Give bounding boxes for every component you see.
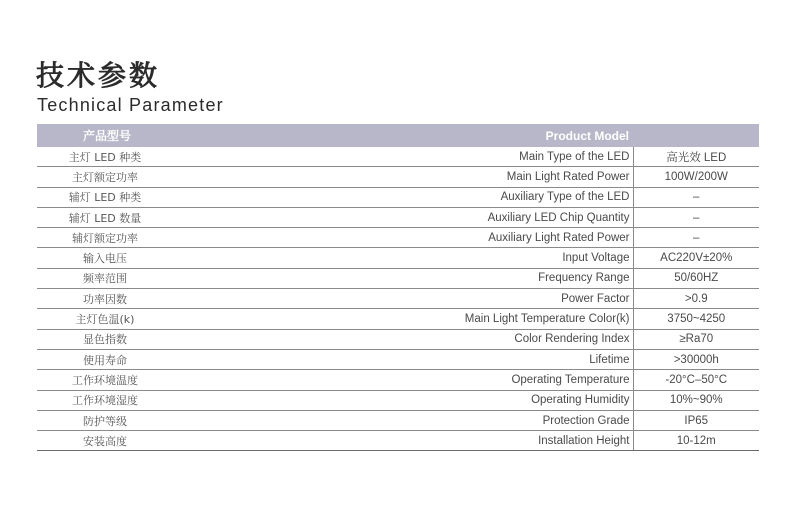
row-label-cn: 输入电压 xyxy=(37,248,173,268)
table-row xyxy=(37,309,759,329)
row-value: AC220V±20% xyxy=(633,248,759,268)
row-label-cn: 辅灯 LED 数量 xyxy=(37,207,173,227)
row-label-cn: 辅灯 LED 种类 xyxy=(37,187,173,207)
row-label-en: Installation Height xyxy=(173,431,633,451)
row-value: IP65 xyxy=(633,410,759,430)
row-label-en: Main Light Temperature Color(k) xyxy=(173,309,633,329)
header-value xyxy=(633,124,759,147)
row-label-en: Lifetime xyxy=(173,349,633,369)
row-label-en: Auxiliary LED Chip Quantity xyxy=(173,207,633,227)
table-row xyxy=(37,187,759,207)
row-value: >30000h xyxy=(633,349,759,369)
row-label-en: Main Type of the LED xyxy=(173,147,633,167)
table-row xyxy=(37,390,759,410)
row-value: -20°C–50°C xyxy=(633,370,759,390)
row-label-cn: 主灯 LED 种类 xyxy=(37,147,173,167)
row-label-en: Frequency Range xyxy=(173,268,633,288)
row-label-cn: 工作环境温度 xyxy=(37,370,173,390)
row-label-en: Auxiliary Type of the LED xyxy=(173,187,633,207)
header-cn: 产品型号 xyxy=(37,124,173,147)
table-row xyxy=(37,248,759,268)
row-label-en: Protection Grade xyxy=(173,410,633,430)
row-value: 3750~4250 xyxy=(633,309,759,329)
table-row xyxy=(37,349,759,369)
row-value: >0.9 xyxy=(633,289,759,309)
table-row xyxy=(37,431,759,451)
row-value: 高光效 LED xyxy=(633,147,759,167)
table-row xyxy=(37,167,759,187)
table-row xyxy=(37,147,759,167)
table-row xyxy=(37,268,759,288)
row-label-cn: 功率因数 xyxy=(37,289,173,309)
row-label-en: Main Light Rated Power xyxy=(173,167,633,187)
row-value: 10%~90% xyxy=(633,390,759,410)
table-row xyxy=(37,289,759,309)
page-title-english: Technical Parameter xyxy=(37,95,224,115)
row-label-en: Color Rendering Index xyxy=(173,329,633,349)
row-label-cn: 主灯额定功率 xyxy=(37,167,173,187)
table-row xyxy=(37,410,759,430)
row-label-cn: 防护等级 xyxy=(37,410,173,430)
row-label-en: Input Voltage xyxy=(173,248,633,268)
row-value: 100W/200W xyxy=(633,167,759,187)
table-row xyxy=(37,207,759,227)
technical-parameter-table xyxy=(37,124,759,451)
row-value: – xyxy=(633,187,759,207)
table-row xyxy=(37,329,759,349)
row-label-en: Operating Temperature xyxy=(173,370,633,390)
row-label-cn: 辅灯额定功率 xyxy=(37,228,173,248)
table-row xyxy=(37,228,759,248)
row-label-cn: 频率范围 xyxy=(37,268,173,288)
row-value: 10-12m xyxy=(633,431,759,451)
row-value: ≥Ra70 xyxy=(633,329,759,349)
row-label-cn: 显色指数 xyxy=(37,329,173,349)
row-label-cn: 工作环境湿度 xyxy=(37,390,173,410)
row-label-en: Operating Humidity xyxy=(173,390,633,410)
row-value: – xyxy=(633,228,759,248)
table-header-row xyxy=(37,124,759,147)
row-label-en: Power Factor xyxy=(173,289,633,309)
row-label-en: Auxiliary Light Rated Power xyxy=(173,228,633,248)
header-en: Product Model xyxy=(173,124,633,147)
row-label-cn: 主灯色温(k) xyxy=(37,309,173,329)
table-row xyxy=(37,370,759,390)
row-value: – xyxy=(633,207,759,227)
row-value: 50/60HZ xyxy=(633,268,759,288)
row-label-cn: 安装高度 xyxy=(37,431,173,451)
row-label-cn: 使用寿命 xyxy=(37,349,173,369)
page-title-chinese: 技术参数 xyxy=(36,59,161,92)
